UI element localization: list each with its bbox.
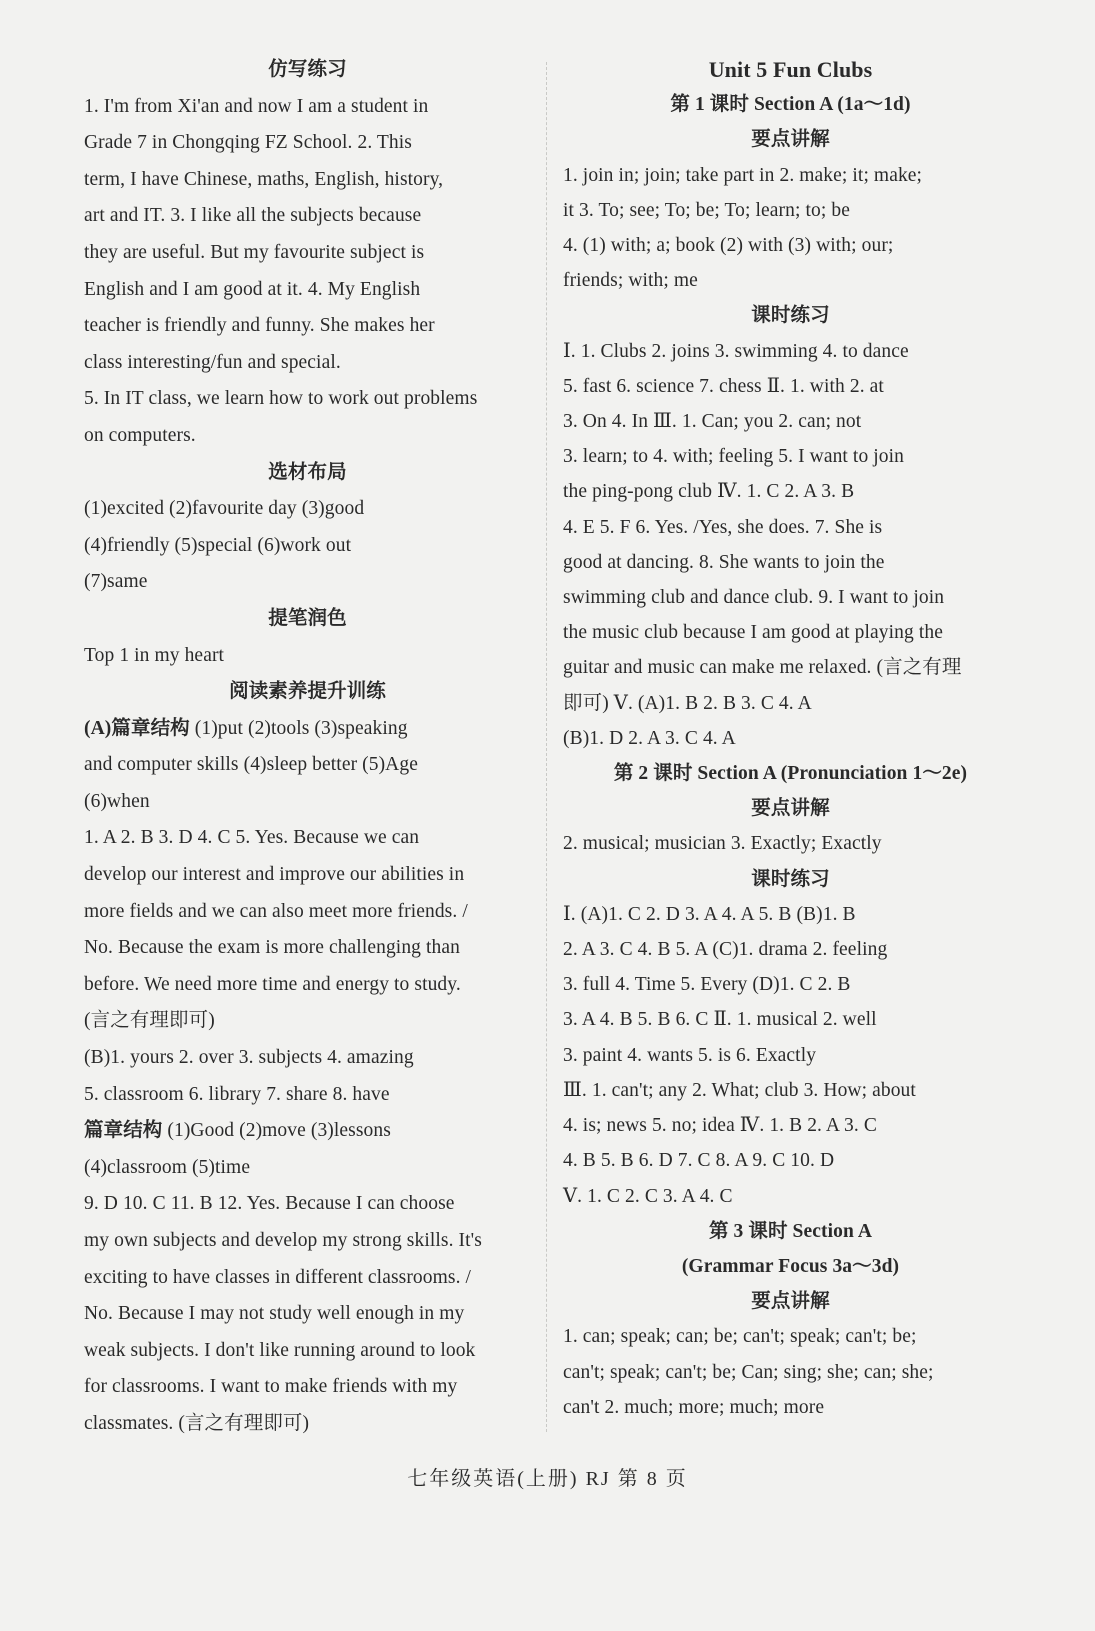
right-column [563, 52, 1018, 1425]
answer-line: swimming club and dance club. 9. I want to join [563, 587, 945, 609]
unit-title: Unit 5 Fun Clubs [708, 57, 873, 82]
answer-line: 1. I'm from Xi'an and now I am a student in [84, 95, 429, 117]
answer-line: 即可) Ⅴ. (A)1. B 2. B 3. C 4. A [563, 692, 812, 714]
b-structure-line [84, 1113, 531, 1150]
answer-line: develop our interest and improve our abilities in [84, 864, 465, 886]
answer-line: 1. A 2. B 3. D 4. C 5. Yes. Because we can [84, 827, 420, 849]
answer-line: 3. learn; to 4. with; feeling 5. I want to join [563, 446, 905, 468]
left-column [84, 52, 531, 1443]
answer-line: (6)when [84, 790, 150, 812]
answer-line: (言之有理即可) [84, 1010, 215, 1032]
answer-line: 4. E 5. F 6. Yes. /Yes, she does. 7. She is [563, 516, 883, 538]
answer-line: Ⅰ. 1. Clubs 2. joins 3. swimming 4. to dance [563, 340, 909, 362]
answer-line: Grade 7 in Chongqing FZ School. 2. This [84, 132, 412, 154]
answer-line: Ⅰ. (A)1. C 2. D 3. A 4. A 5. B (B)1. B [563, 903, 856, 925]
answer-line: classmates. (言之有理即可) [84, 1412, 310, 1434]
answer-line: 1. join in; join; take part in 2. make; it; make; [563, 164, 923, 186]
answer-line: the ping-pong club Ⅳ. 1. C 2. A 3. B [563, 481, 855, 503]
answer-line: art and IT. 3. I like all the subjects because [84, 205, 422, 227]
answer-line: English and I am good at it. 4. My English [84, 278, 421, 300]
material-heading: 选材布局 [268, 461, 347, 483]
answer-line: 2. A 3. C 4. B 5. A (C)1. drama 2. feeling [563, 939, 888, 961]
lesson2-practice [563, 897, 1018, 1214]
answer-line: (B)1. yours 2. over 3. subjects 4. amazing [84, 1047, 414, 1069]
answer-line: guitar and music can make me relaxed. (言之有理 [563, 657, 962, 679]
lesson3-points-heading: 要点讲解 [751, 1291, 830, 1313]
answer-line: 5. classroom 6. library 7. share 8. have [84, 1083, 390, 1105]
imitation-answers [84, 89, 531, 455]
lesson2-practice-heading: 课时练习 [751, 868, 830, 890]
answer-line: for classrooms. I want to make friends with my [84, 1376, 458, 1398]
answer-line: weak subjects. I don't like running around to look [84, 1339, 476, 1361]
answer-line: my own subjects and develop my strong skills. It's [84, 1230, 482, 1251]
answer-line: (7)same [84, 571, 148, 593]
column-divider [546, 62, 547, 1432]
lesson3-title: 第 3 课时 Section A [708, 1220, 873, 1242]
answer-line: No. Because the exam is more challenging than [84, 937, 460, 959]
imitation-heading: 仿写练习 [268, 59, 347, 80]
a-structure-answers: (1)put (2)tools (3)speaking [189, 717, 408, 739]
answer-line: 4. (1) with; a; book (2) with (3) with; our; [563, 235, 894, 257]
answer-line: term, I have Chinese, maths, English, history, [84, 168, 444, 190]
lesson3-subtitle: (Grammar Focus 3a～3d) [681, 1255, 900, 1277]
answer-line: 4. B 5. B 6. D 7. C 8. A 9. C 10. D [563, 1150, 835, 1172]
answer-line: 1. can; speak; can; be; can't; speak; can't; be; [563, 1326, 917, 1348]
reading-heading: 阅读素养提升训练 [229, 681, 386, 703]
answer-line: (4)friendly (5)special (6)work out [84, 534, 352, 556]
a-structure-label: (A)篇章结构 [84, 717, 190, 739]
answer-line: No. Because I may not study well enough in my [84, 1303, 465, 1325]
b-structure-answers: (1)Good (2)move (3)lessons [162, 1120, 391, 1142]
answer-line: 9. D 10. C 11. B 12. Yes. Because I can choose [84, 1193, 455, 1215]
answer-line: (1)excited (2)favourite day (3)good [84, 498, 365, 520]
polish-heading: 提笔润色 [268, 607, 347, 629]
answer-line: good at dancing. 8. She wants to join the [563, 551, 885, 573]
answer-line: 3. paint 4. wants 5. is 6. Exactly [563, 1044, 817, 1066]
answer-line: 3. full 4. Time 5. Every (D)1. C 2. B [563, 974, 851, 996]
b-structure-label: 篇章结构 [84, 1120, 163, 1142]
answer-line: 3. On 4. In Ⅲ. 1. Can; you 2. can; not [563, 411, 862, 433]
answer-line: 4. is; news 5. no; idea Ⅳ. 1. B 2. A 3. C [563, 1115, 877, 1137]
answer-line: 5. fast 6. science 7. chess Ⅱ. 1. with 2. at [563, 375, 884, 397]
a-structure-line [84, 711, 531, 748]
answer-line: 5. In IT class, we learn how to work out problems [84, 388, 478, 410]
lesson3-points [563, 1319, 1018, 1425]
lesson1-title: 第 1 课时 Section A (1a～1d) [670, 94, 911, 116]
answer-line: they are useful. But my favourite subject is [84, 241, 425, 263]
answer-line: more fields and we can also meet more friends. / [84, 900, 468, 922]
answer-line: can't; speak; can't; be; Can; sing; she; can; she; [563, 1361, 934, 1383]
lesson2-title: 第 2 课时 Section A (Pronunciation 1～2e) [613, 763, 968, 785]
answer-line: (B)1. D 2. A 3. C 4. A [563, 727, 736, 749]
lesson1-practice-heading: 课时练习 [751, 305, 830, 327]
answer-line: on computers. [84, 424, 196, 446]
answer-line: Ⅲ. 1. can't; any 2. What; club 3. How; about [563, 1079, 916, 1101]
lesson1-points [563, 158, 1018, 299]
answer-line: it 3. To; see; To; be; To; learn; to; be [563, 199, 850, 221]
material-answers [84, 491, 531, 601]
answer-line: teacher is friendly and funny. She makes her [84, 315, 435, 337]
answer-line: friends; with; me [563, 270, 698, 292]
answer-line: (4)classroom (5)time [84, 1156, 251, 1178]
answer-line: can't 2. much; more; much; more [563, 1396, 825, 1418]
answer-line: and computer skills (4)sleep better (5)Age [84, 754, 418, 776]
lesson1-points-heading: 要点讲解 [751, 129, 830, 151]
answer-line: 3. A 4. B 5. B 6. C Ⅱ. 1. musical 2. well [563, 1009, 877, 1031]
lesson2-points-heading: 要点讲解 [751, 798, 830, 820]
answer-line: Top 1 in my heart [84, 644, 225, 666]
lesson2-points [563, 826, 1018, 861]
answer-line: exciting to have classes in different classrooms. / [84, 1266, 472, 1288]
reading-answers-a [84, 747, 531, 1113]
answer-line: Ⅴ. 1. C 2. C 3. A 4. C [563, 1185, 733, 1207]
reading-answers-b [84, 1150, 531, 1443]
answer-line: 2. musical; musician 3. Exactly; Exactly [563, 833, 882, 855]
lesson1-practice [563, 334, 1018, 756]
page-footer: 七年级英语(上册) RJ 第 8 页 [407, 1468, 688, 1490]
polish-answers [84, 638, 531, 675]
answer-line: the music club because I am good at playing the [563, 622, 943, 644]
answer-line: class interesting/fun and special. [84, 351, 341, 373]
answer-line: before. We need more time and energy to study. [84, 973, 461, 995]
